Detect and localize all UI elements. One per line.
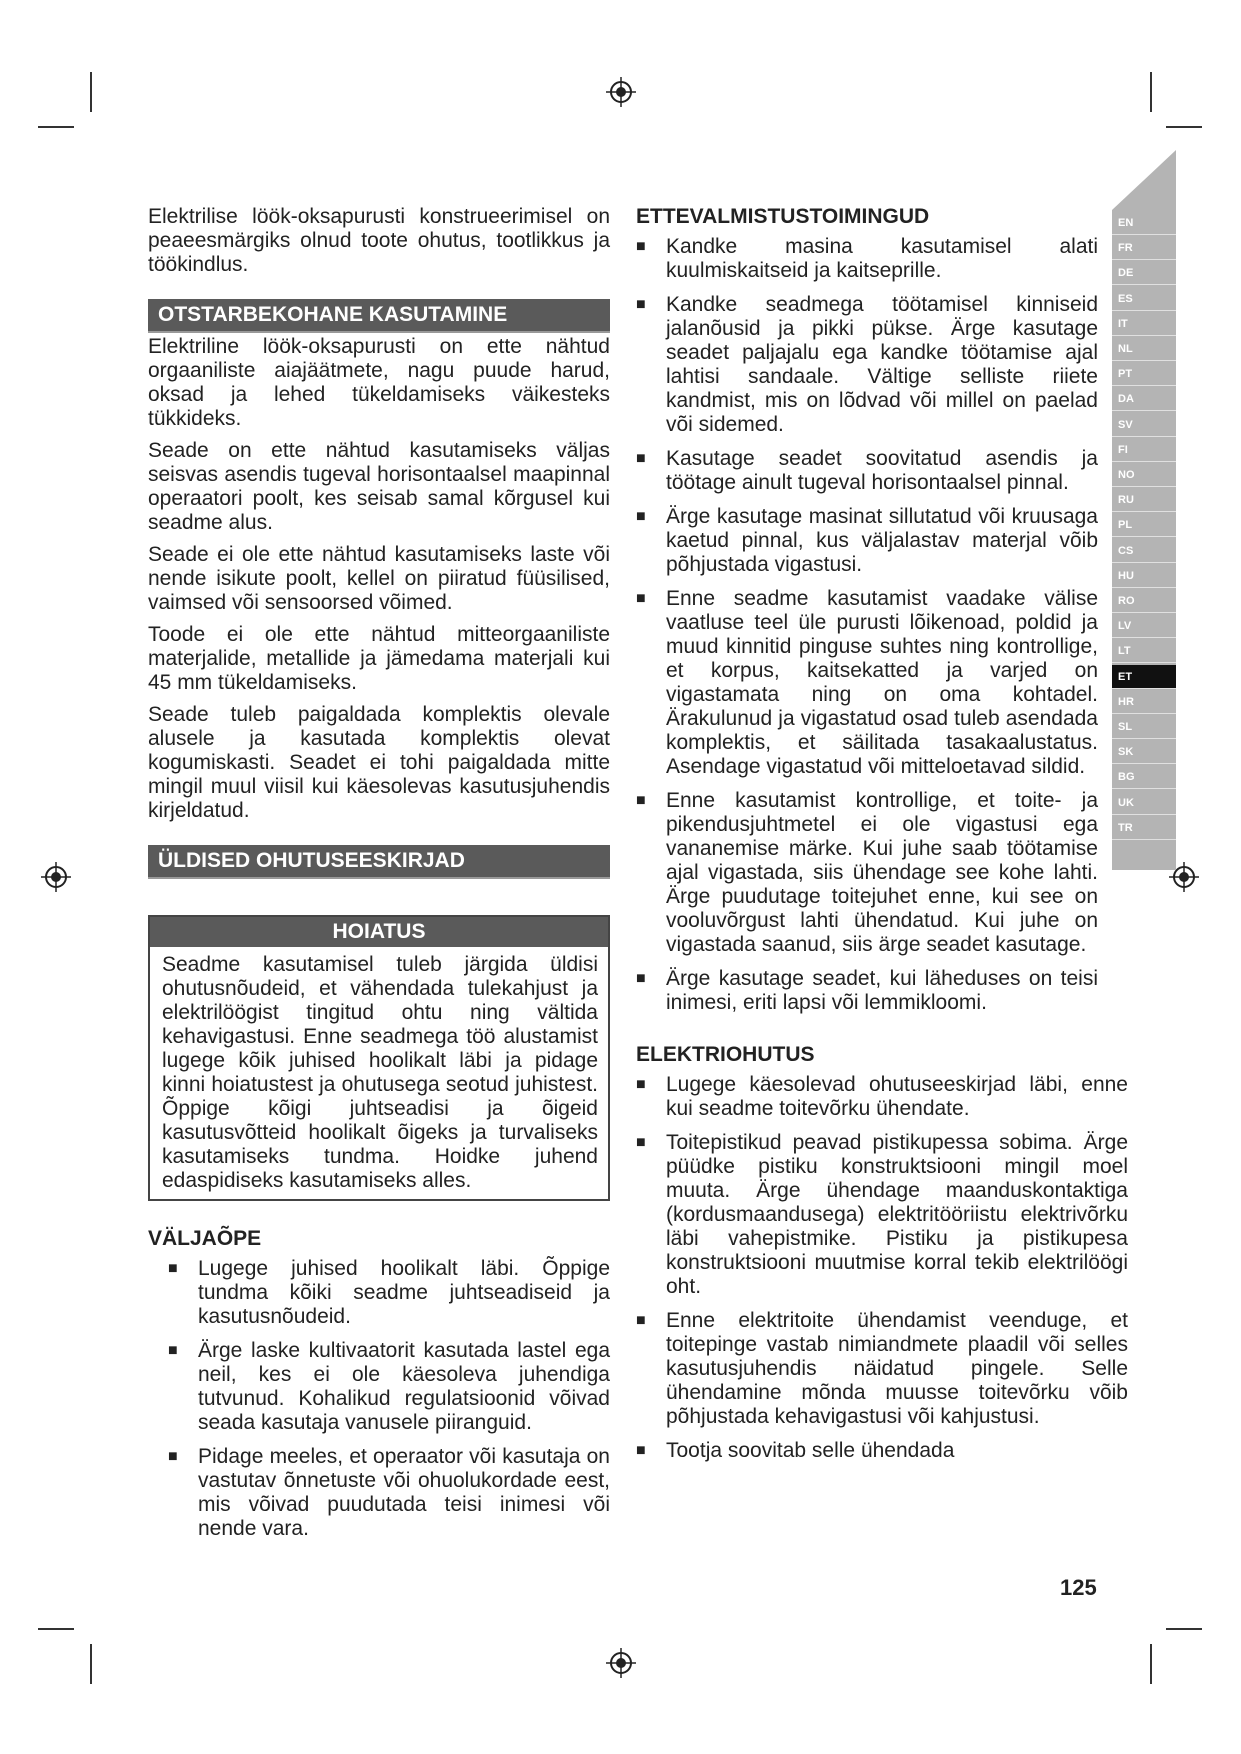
bullet-icon: ■ bbox=[636, 792, 646, 809]
bullet-icon: ■ bbox=[636, 590, 646, 607]
list-item: ■ Ärge kasutage masinat sillutatud või kruusaga kaetud pinnal, kus väljalastav materjal võib põhjustada vigastusi. bbox=[636, 505, 1098, 576]
list-item: ■ Tootja soovitab selle ühendada bbox=[636, 1439, 955, 1462]
list-item: ■ Lugege juhised hoolikalt läbi. Õppige tundma kõiki seadme juhtseadiseid ja kasutusnõudeid. bbox=[168, 1257, 610, 1328]
list-item: ■ Ärge laske kultivaatorit kasutada lastel ega neil, kes ei ole käesoleva juhendiga tutvunud. Kohalikud regulatsioonid võivad seada kasutaja vanusele piiranguid. bbox=[168, 1339, 610, 1434]
list-item: ■ Enne seadme kasutamist vaadake välise vaatluse teel üle purusti lõikenoad, poldid ja muud kinnitid pinguse suhtes ning kontrollige, et korpus, kaitsekatted ja varjed on vigastamata ning on oma kohtadel. Ärakulunud ja vigastatud osad tuleb asendada komplektis, et säilitada tasakaalustatus. Asendage vigastatud või mitteloetavad sildid. bbox=[636, 587, 1098, 778]
left-column bbox=[148, 205, 610, 1551]
language-tab-tr: TR bbox=[1112, 816, 1176, 840]
intro-paragraph: Elektrilise löök-oksapurusti konstrueerimisel on peaeesmärgiks olnud toote ohutus, tootlikkus ja töökindlus. bbox=[148, 205, 610, 276]
page-number: 125 bbox=[1060, 1575, 1097, 1600]
paragraph: Elektriline löök-oksapurusti on ette nähtud orgaaniliste aiajäätmete, nagu puude harud, oksad ja lehed tükeldamiseks väikesteks tükkideks. bbox=[148, 335, 610, 430]
language-tab-hu: HU bbox=[1112, 564, 1176, 588]
language-tab-ro: RO bbox=[1112, 589, 1176, 613]
language-tab-en: EN bbox=[1112, 211, 1176, 235]
language-tab-it: IT bbox=[1112, 312, 1176, 336]
warning-box bbox=[148, 915, 610, 1201]
list-item: ■ Pidage meeles, et operaator või kasutaja on vastutav õnnetuste või ohuolukordade eest, mis võivad puudutada teisi inimesi või nende vara. bbox=[168, 1445, 610, 1540]
crop-mark bbox=[90, 1644, 92, 1684]
bullet-icon: ■ bbox=[636, 296, 646, 313]
list-item: ■ Toitepistikud peavad pistikupessa sobima. Ärge püüdke pistiku konstruktsiooni mingil moel muuta. Ärge ühendage maanduskontaktiga (kordusmaandusega) elektritööriistu elektrivõrku läbi vahepistmike. Pistiku ja pistikupesa konstruktsiooni muutmise korral tekib elektrilöögi oht. bbox=[636, 1131, 1128, 1298]
bullet-icon: ■ bbox=[168, 1448, 178, 1465]
language-tab-fi: FI bbox=[1112, 438, 1176, 462]
bullet-icon: ■ bbox=[636, 1312, 646, 1329]
language-tab-sk: SK bbox=[1112, 740, 1176, 764]
paragraph: Seade tuleb paigaldada komplektis olevale alusele ja kasutada komplektis olevat kogumiskasti. Seadet ei tohi paigaldada mitte mingil muul viisil kui käesolevas kasutusjuhendis kirjeldatud. bbox=[148, 703, 610, 822]
language-tab-hr: HR bbox=[1112, 690, 1176, 714]
language-tab-ru: RU bbox=[1112, 488, 1176, 512]
list-item: ■ Enne kasutamist kontrollige, et toite- ja pikendusjuhtmetel ei ole vigastusi ega vananemise märke. Kui juhe saab töötamise ajal vigastada, siis ühendage see kohe lahti. Ärge puudutage toitejuhet enne, kui see on vooluvõrgust lahti ühendatud. Kui juhe on vigastada saanud, siis ärge seadet kasutage. bbox=[636, 789, 1098, 956]
list-item: ■ Kasutage seadet soovitatud asendis ja töötage ainult tugeval horisontaalsel pinnal. bbox=[636, 447, 1098, 494]
language-tab-et: ET bbox=[1112, 665, 1176, 689]
crop-mark bbox=[38, 126, 74, 128]
language-tab-pl: PL bbox=[1112, 513, 1176, 537]
list-item: ■ Kandke seadmega töötamisel kinniseid jalanõusid ja pikki pükse. Ärge kasutage seadet paljajalu ega kandke töötamise ajal lahtisi sandaale. Vältige selliste riiete kandmist, mis on lõdvad või millel on paelad või sidemed. bbox=[636, 293, 1098, 436]
training-list bbox=[148, 1257, 610, 1541]
language-tab-de: DE bbox=[1112, 261, 1176, 285]
language-tab-lt: LT bbox=[1112, 639, 1176, 663]
language-tab-bg: BG bbox=[1112, 765, 1176, 789]
language-tab-nl: NL bbox=[1112, 337, 1176, 361]
section-heading-training: VÄLJAÕPE bbox=[148, 1227, 262, 1250]
crop-mark bbox=[1166, 1628, 1202, 1630]
list-item: ■ Enne elektritoite ühendamist veenduge, et toitepinge vastab nimiandmete plaadil või selles kasutusjuhendis näidatud pingele. Selle ühendamine mõnda muusse toitevõrku võib põhjustada kehavigastusi või kahjustusi. bbox=[636, 1309, 1128, 1428]
section-heading-intended-use: OTSTARBEKOHANE KASUTAMINE bbox=[148, 299, 610, 333]
bullet-icon: ■ bbox=[168, 1260, 178, 1277]
bullet-icon: ■ bbox=[636, 970, 646, 987]
language-tab-lv: LV bbox=[1112, 614, 1176, 638]
language-tab-fr: FR bbox=[1112, 236, 1176, 260]
language-tab-sv: SV bbox=[1112, 413, 1176, 437]
language-tab-no: NO bbox=[1112, 463, 1176, 487]
preparation-list bbox=[636, 235, 1128, 1015]
registration-mark-icon bbox=[606, 77, 636, 107]
paragraph: Seade ei ole ette nähtud kasutamiseks laste või nende isikute poolt, kellel on piiratud füüsilised, vaimsed või sensoorsed võimed. bbox=[148, 543, 610, 614]
crop-mark bbox=[1166, 126, 1202, 128]
electrical-list bbox=[636, 1073, 1128, 1463]
bullet-icon: ■ bbox=[636, 1076, 646, 1093]
section-heading-electrical-safety: ELEKTRIOHUTUS bbox=[636, 1043, 815, 1066]
bullet-icon: ■ bbox=[636, 508, 646, 525]
registration-mark-icon bbox=[41, 862, 71, 892]
registration-mark-icon bbox=[606, 1648, 636, 1678]
language-tab-cs: CS bbox=[1112, 539, 1176, 563]
list-item: ■ Lugege käesolevad ohutuseeskirjad läbi, enne kui seadme toitevõrku ühendate. bbox=[636, 1073, 1128, 1120]
language-tab-da: DA bbox=[1112, 387, 1176, 411]
right-column bbox=[636, 205, 1128, 1473]
paragraph: Seade on ette nähtud kasutamiseks väljas seisvas asendis tugeval horisontaalsel maapinnal operaatori poolt, kes seisab samal kõrgusel kui seadme alus. bbox=[148, 439, 610, 534]
warning-title: HOIATUS bbox=[150, 917, 608, 947]
bullet-icon: ■ bbox=[636, 450, 646, 467]
section-heading-preparation: ETTEVALMISTUSTOIMINGUD bbox=[636, 205, 930, 228]
warning-body: Seadme kasutamisel tuleb järgida üldisi ohutusnõudeid, et vähendada tulekahjust ja elektrilöögist tingitud ohtu ning vältida kehavigastusi. Enne seadmega töö alustamist lugege kõik juhised hoolikalt läbi ja pidage kinni hoiatustest ja ohutusega seotud juhistest. Õppige kõigi juhtseadisi ja õigeid kasutusvõtteid hoolikalt õigeks ja turvaliseks kasutamiseks tundma. Hoidke juhend edaspidiseks kasutamiseks alles. bbox=[162, 953, 598, 1192]
list-item: ■ Kandke masina kasutamisel alati kuulmiskaitseid ja kaitseprille. bbox=[636, 235, 1098, 282]
section-heading-general-safety: ÜLDISED OHUTUSEESKIRJAD bbox=[148, 845, 610, 879]
language-tab-es: ES bbox=[1112, 287, 1176, 311]
language-tab-sl: SL bbox=[1112, 715, 1176, 739]
language-tab-pt: PT bbox=[1112, 362, 1176, 386]
bullet-icon: ■ bbox=[168, 1342, 178, 1359]
bullet-icon: ■ bbox=[636, 238, 646, 255]
language-tab-uk: UK bbox=[1112, 791, 1176, 815]
paragraph: Toode ei ole ette nähtud mitteorgaaniliste materjalide, metallide ja jämedama materjali kui 45 mm tükeldamiseks. bbox=[148, 623, 610, 694]
crop-mark bbox=[1150, 1644, 1152, 1684]
bullet-icon: ■ bbox=[636, 1442, 646, 1459]
list-item: ■ Ärge kasutage seadet, kui läheduses on teisi inimesi, eriti lapsi või lemmikloomi. bbox=[636, 967, 1098, 1014]
crop-mark bbox=[90, 72, 92, 112]
bullet-icon: ■ bbox=[636, 1134, 646, 1151]
crop-mark bbox=[1150, 72, 1152, 112]
crop-mark bbox=[38, 1628, 74, 1630]
